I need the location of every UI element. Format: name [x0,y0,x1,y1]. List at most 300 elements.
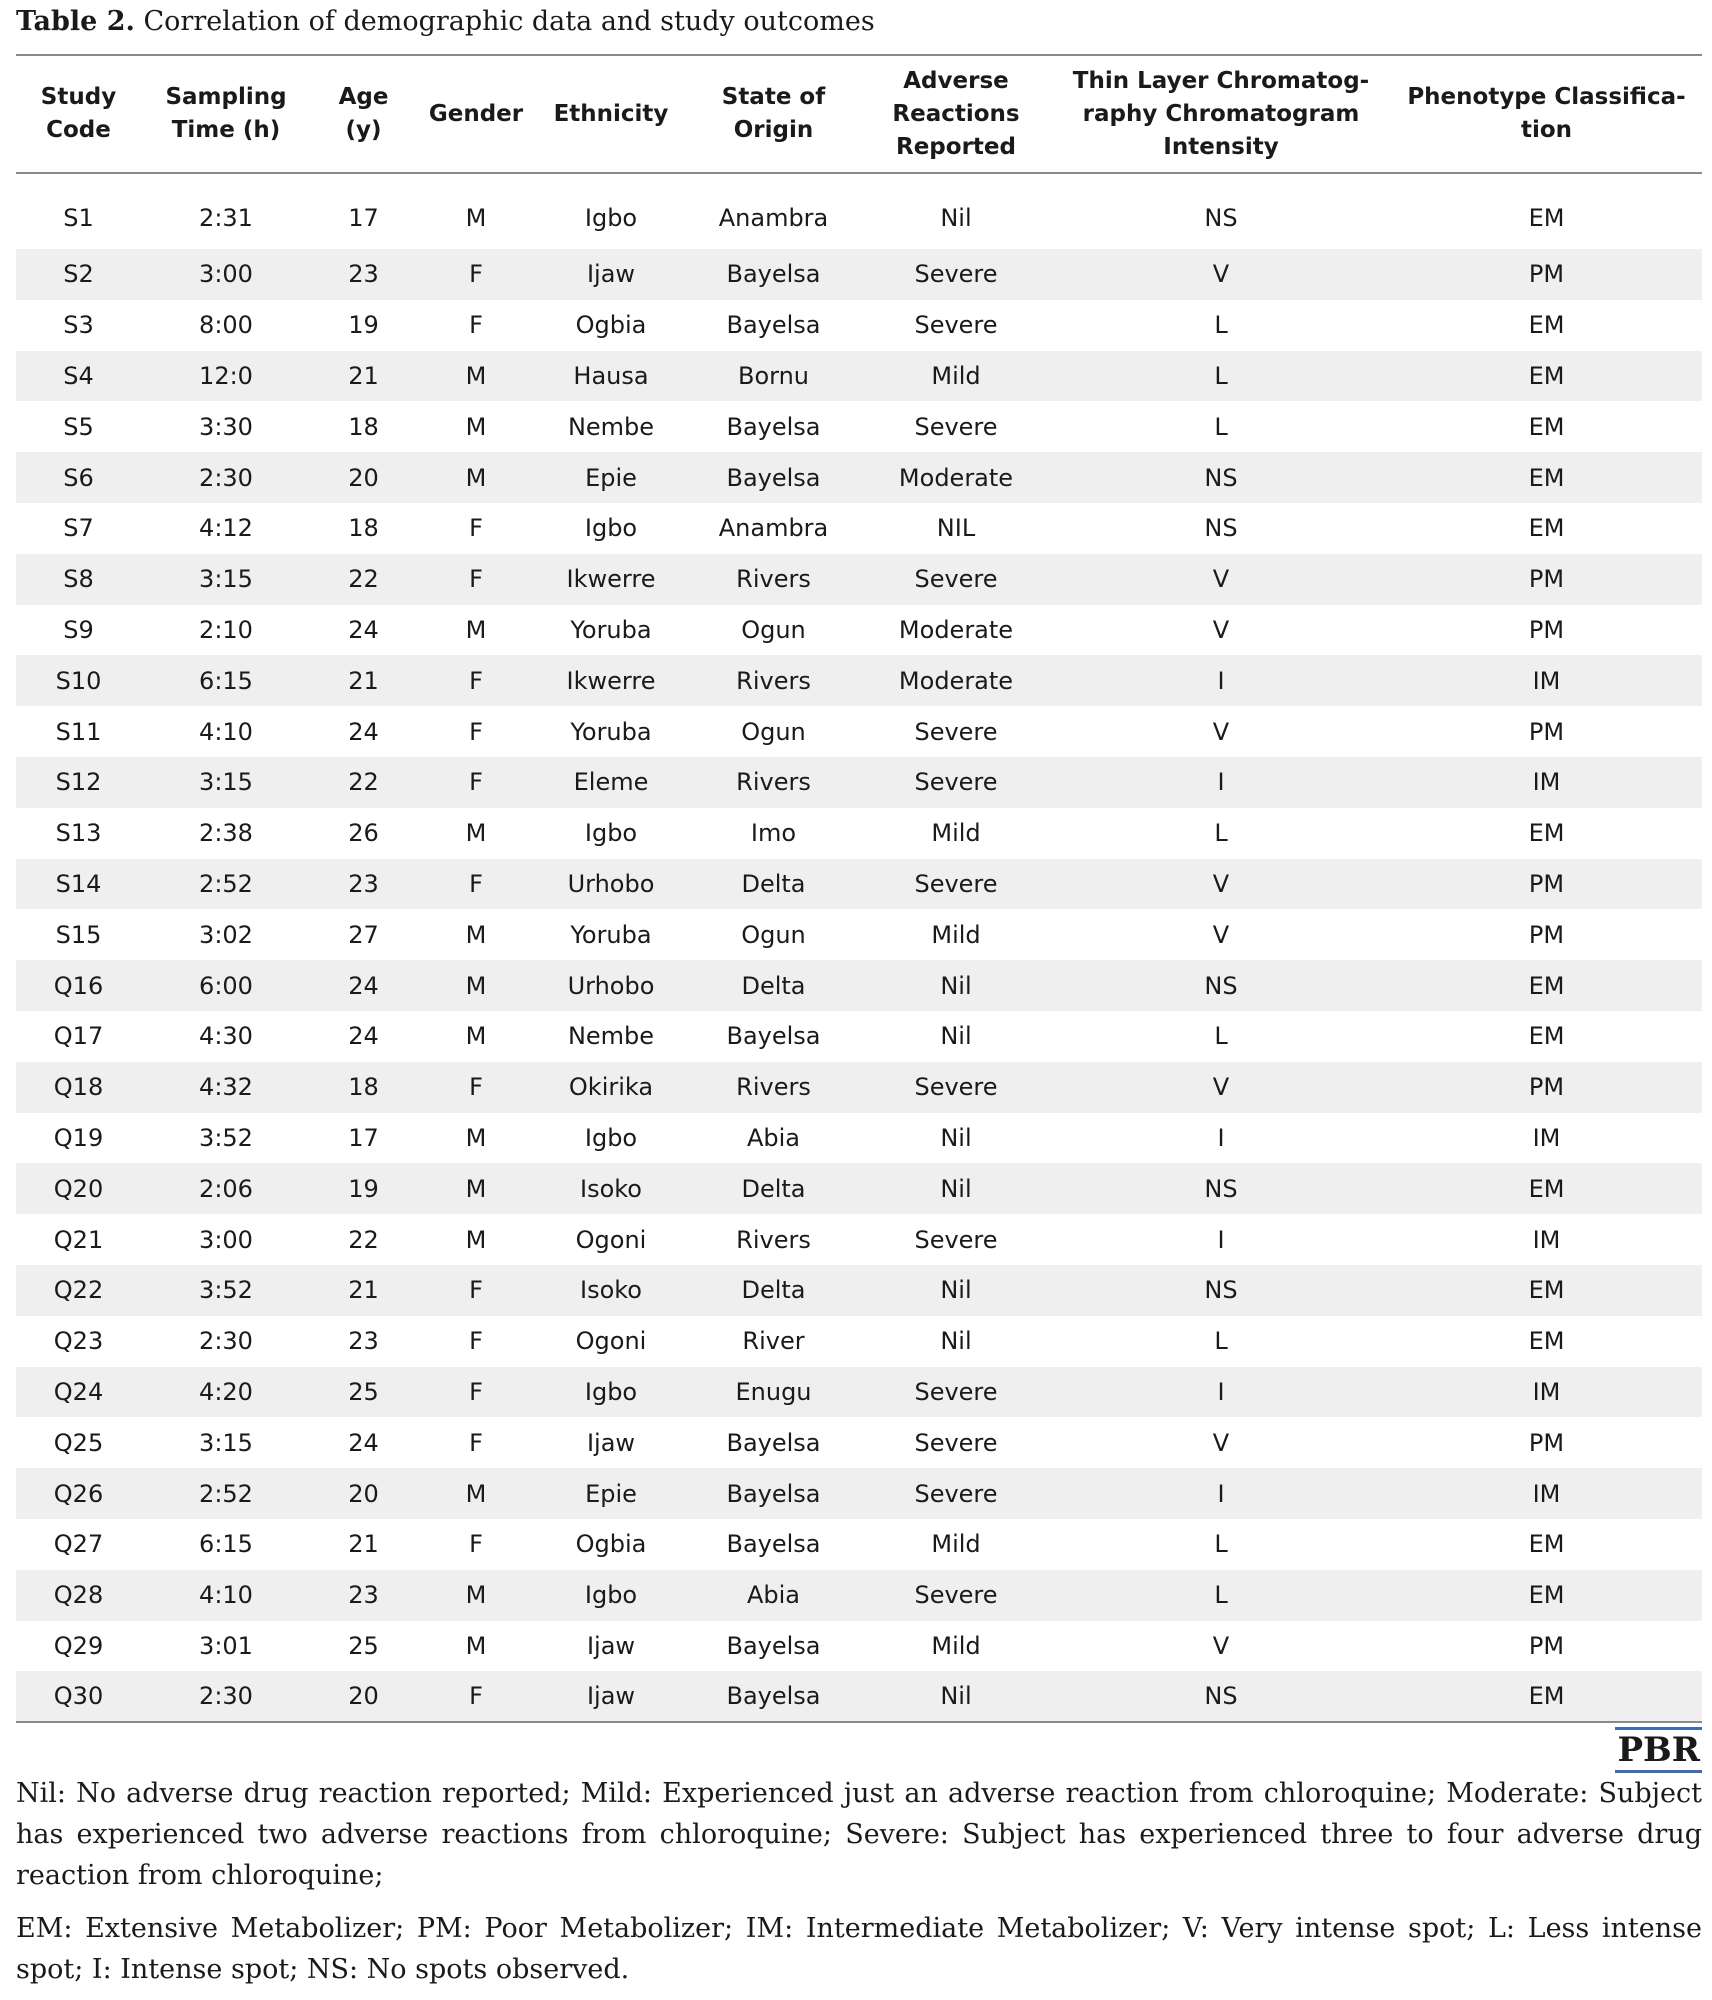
cell-sampling-time: 3:30 [199,412,253,441]
cell-phenotype: PM [1528,260,1565,289]
cell-sampling-time: 2:30 [199,1327,253,1356]
cell-sampling-time: 2:52 [199,1479,253,1508]
cell-ethnicity: Ijaw [586,1631,636,1660]
cell-adverse-reactions: Severe [914,1073,998,1102]
cell-study-code: S11 [55,717,102,746]
cell-study-code: Q18 [53,1073,104,1102]
table-footnote-reactions: Nil: No adverse drug reaction reported; Mild: Experienced just an adverse reaction from chloroquine; Moderate: Subject has experienced two adverse reactions from chloroquine; Severe: Subject has experienced three to four adverse drug reaction from chloroquine; [16,1778,1702,1892]
header-tlc-intensity: Thin Layer Chromatog- raphy Chromatogram Intensity [1051,55,1391,173]
cell-state-of-origin: Abia [746,1581,801,1610]
cell-state-of-origin: Bayelsa [726,260,821,289]
cell-study-code: Q17 [53,1022,104,1051]
cell-phenotype: EM [1391,1671,1702,1722]
cell-state-of-origin: Bornu [737,361,809,390]
cell-age: 23 [348,1327,379,1356]
cell-study-code: S12 [55,768,102,797]
cell-adverse-reactions: Nil [861,1671,1051,1722]
cell-phenotype: EM [1528,361,1565,390]
cell-adverse-reactions: Severe [914,260,998,289]
cell-phenotype: PM [1528,920,1565,949]
cell-sampling-time: 3:52 [199,1276,253,1305]
cell-study-code: S5 [63,412,94,441]
cell-adverse-reactions: Nil [940,1327,972,1356]
cell-age: 27 [348,920,379,949]
cell-gender: M [465,819,487,848]
table-row [16,909,1702,960]
cell-study-code: Q26 [53,1479,104,1508]
cell-adverse-reactions: Moderate [898,615,1014,644]
table-row [16,808,1702,859]
table-row [16,503,1702,554]
cell-adverse-reactions: Nil [940,1276,972,1305]
cell-sampling-time: 3:00 [199,260,253,289]
cell-state-of-origin: Bayelsa [726,1428,821,1457]
cell-ethnicity: Yoruba [570,920,652,949]
table-row [16,1570,1702,1621]
cell-age: 17 [348,1123,379,1152]
cell-age: 20 [348,463,379,492]
cell-phenotype: EM [1528,1174,1565,1203]
cell-ethnicity: Ikwerre [566,666,656,695]
table-row [16,1621,1702,1672]
table-row [16,1113,1702,1164]
cell-ethnicity: Urhobo [567,869,655,898]
logo-row [16,1723,1702,1773]
cell-age: 21 [348,361,379,390]
demographics-table [16,54,1702,1723]
cell-gender: F [469,260,483,289]
cell-gender: F [469,1276,483,1305]
cell-adverse-reactions: Severe [914,311,998,340]
cell-state-of-origin: Ogun [741,717,806,746]
cell-phenotype: PM [1528,869,1565,898]
cell-state-of-origin: Bayelsa [726,1022,821,1051]
cell-gender: M [465,1631,487,1660]
table-row [16,1316,1702,1367]
cell-gender: M [465,1225,487,1254]
cell-phenotype: EM [1528,514,1565,543]
table-row [16,605,1702,656]
cell-age: 22 [348,1225,379,1254]
table-row [16,1519,1702,1570]
cell-phenotype: IM [1532,768,1561,797]
cell-study-code: S10 [55,666,102,695]
cell-adverse-reactions: Severe [914,768,998,797]
cell-state-of-origin: Delta [741,1174,806,1203]
cell-sampling-time: 4:30 [199,1022,253,1051]
cell-sampling-time: 3:01 [199,1631,253,1660]
cell-ethnicity: Ijaw [586,1428,636,1457]
cell-tlc-intensity: I [1217,768,1225,797]
cell-adverse-reactions: NIL [936,514,976,543]
table-header-row [16,55,1702,173]
table-row [16,351,1702,402]
cell-tlc-intensity: I [1217,1225,1225,1254]
cell-age: 21 [348,1276,379,1305]
cell-tlc-intensity: V [1212,260,1230,289]
table-row [16,401,1702,452]
header-phenotype: Phenotype Classifica- tion [1391,55,1702,173]
cell-sampling-time: 2:30 [199,463,253,492]
cell-phenotype: EM [1528,819,1565,848]
cell-tlc-intensity: L [1214,1327,1228,1356]
cell-study-code: S3 [63,311,94,340]
cell-age: 18 [348,1073,379,1102]
cell-adverse-reactions: Nil [940,203,972,232]
cell-tlc-intensity: NS [1204,971,1238,1000]
cell-sampling-time: 2:30 [141,1671,311,1722]
cell-state-of-origin: Delta [741,971,806,1000]
table-row [16,1163,1702,1214]
cell-age: 25 [348,1631,379,1660]
cell-sampling-time: 3:15 [199,1428,253,1457]
table-row [16,960,1702,1011]
cell-study-code: S4 [63,361,94,390]
table-row [16,1214,1702,1265]
cell-adverse-reactions: Moderate [898,666,1014,695]
cell-state-of-origin: Bayelsa [726,1631,821,1660]
cell-gender: F [469,311,483,340]
table-row [16,249,1702,300]
cell-study-code: Q16 [53,971,104,1000]
cell-sampling-time: 4:10 [199,717,253,746]
cell-gender: F [469,717,483,746]
cell-adverse-reactions: Mild [931,1530,981,1559]
table-row [16,554,1702,605]
cell-ethnicity: Ogbia [575,1530,647,1559]
cell-phenotype: PM [1528,1073,1565,1102]
cell-phenotype: EM [1528,971,1565,1000]
cell-tlc-intensity: L [1214,412,1228,441]
table-caption [16,0,1702,44]
cell-state-of-origin: Delta [741,1276,806,1305]
cell-ethnicity: Nembe [567,412,655,441]
cell-age: 21 [348,666,379,695]
cell-tlc-intensity: V [1212,1631,1230,1660]
cell-age: 20 [348,1479,379,1508]
cell-age: 24 [348,1428,379,1457]
cell-ethnicity: Nembe [567,1022,655,1051]
cell-gender: M [465,463,487,492]
cell-ethnicity: Igbo [584,1123,638,1152]
cell-study-code: S15 [55,920,102,949]
cell-ethnicity: Okirika [568,1073,654,1102]
cell-age: 24 [348,615,379,644]
cell-gender: M [465,615,487,644]
cell-sampling-time: 4:10 [199,1581,253,1610]
cell-sampling-time: 6:00 [199,971,253,1000]
cell-ethnicity: Isoko [580,1276,642,1305]
cell-study-code: Q23 [53,1327,104,1356]
table-row [16,859,1702,910]
table-row [16,452,1702,503]
cell-study-code: Q20 [53,1174,104,1203]
header-sampling-time: Sampling Time (h) [141,55,311,173]
cell-adverse-reactions: Mild [931,361,981,390]
cell-tlc-intensity: NS [1204,203,1238,232]
cell-adverse-reactions: Severe [914,1377,998,1406]
cell-sampling-time: 4:32 [199,1073,253,1102]
cell-phenotype: PM [1528,717,1565,746]
table-row [16,706,1702,757]
cell-sampling-time: 2:52 [199,869,253,898]
cell-sampling-time: 4:20 [199,1377,253,1406]
cell-adverse-reactions: Severe [914,565,998,594]
cell-phenotype: EM [1528,311,1565,340]
cell-phenotype: EM [1528,1276,1565,1305]
cell-study-code: Q29 [53,1631,104,1660]
cell-age: 23 [348,1581,379,1610]
cell-age: 19 [348,311,379,340]
cell-tlc-intensity: V [1212,1073,1230,1102]
cell-tlc-intensity: I [1217,1479,1225,1508]
cell-study-code: Q22 [53,1276,104,1305]
cell-phenotype: EM [1528,412,1565,441]
cell-sampling-time: 3:15 [199,768,253,797]
cell-ethnicity: Ogbia [575,311,647,340]
cell-gender: F [416,1671,536,1722]
cell-state-of-origin: Imo [750,819,797,848]
cell-ethnicity: Epie [585,463,637,492]
cell-study-code: Q19 [53,1123,104,1152]
table-row [16,1468,1702,1519]
cell-gender: M [465,1581,487,1610]
cell-study-code: Q21 [53,1225,104,1254]
table-header [16,55,1702,173]
cell-sampling-time: 2:38 [199,819,253,848]
cell-ethnicity: Ikwerre [566,565,656,594]
cell-phenotype: IM [1532,1123,1561,1152]
cell-study-code: S14 [55,869,102,898]
cell-adverse-reactions: Severe [914,1479,998,1508]
cell-state-of-origin: Delta [741,869,806,898]
cell-state-of-origin: Rivers [736,565,811,594]
cell-ethnicity: Igbo [584,203,638,232]
cell-ethnicity: Urhobo [567,971,655,1000]
cell-age: 26 [348,819,379,848]
cell-study-code: Q25 [53,1428,104,1457]
cell-age: 19 [348,1174,379,1203]
cell-state-of-origin: Bayelsa [726,463,821,492]
table-row [16,1367,1702,1418]
cell-state-of-origin: Anambra [718,514,829,543]
cell-gender: F [469,514,483,543]
cell-tlc-intensity: L [1214,361,1228,390]
cell-study-code: S8 [63,565,94,594]
cell-phenotype: IM [1532,1225,1561,1254]
cell-tlc-intensity: I [1217,666,1225,695]
cell-gender: F [469,1377,483,1406]
cell-tlc-intensity: L [1214,311,1228,340]
cell-gender: F [469,869,483,898]
cell-sampling-time: 2:31 [199,203,253,232]
cell-sampling-time: 4:12 [199,514,253,543]
cell-state-of-origin: Abia [746,1123,801,1152]
cell-study-code: Q30 [16,1671,141,1722]
cell-sampling-time: 3:15 [199,565,253,594]
cell-adverse-reactions: Nil [940,1123,972,1152]
cell-study-code: S13 [55,819,102,848]
cell-sampling-time: 2:06 [199,1174,253,1203]
header-adverse-reactions: Adverse Reactions Reported [861,55,1051,173]
cell-ethnicity: Igbo [584,1581,638,1610]
cell-tlc-intensity: NS [1204,1276,1238,1305]
table-row [16,300,1702,351]
cell-state-of-origin: Anambra [718,203,829,232]
cell-sampling-time: 3:02 [199,920,253,949]
cell-tlc-intensity: L [1214,1022,1228,1051]
cell-state-of-origin: Rivers [736,1073,811,1102]
cell-adverse-reactions: Severe [914,869,998,898]
cell-gender: F [469,565,483,594]
cell-phenotype: PM [1528,615,1565,644]
cell-tlc-intensity: V [1212,1428,1230,1457]
cell-adverse-reactions: Severe [914,1225,998,1254]
cell-sampling-time: 6:15 [199,666,253,695]
cell-phenotype: EM [1528,203,1565,232]
cell-study-code: S2 [63,260,94,289]
header-ethnicity: Ethnicity [536,55,686,173]
cell-tlc-intensity: V [1212,869,1230,898]
cell-gender: F [469,1327,483,1356]
cell-age: 23 [348,869,379,898]
cell-ethnicity: Ijaw [586,260,636,289]
cell-age: 17 [348,203,379,232]
cell-state-of-origin: Bayelsa [726,1530,821,1559]
cell-adverse-reactions: Severe [914,412,998,441]
cell-gender: M [465,412,487,441]
cell-state-of-origin: Bayelsa [686,1671,861,1722]
cell-phenotype: PM [1528,1631,1565,1660]
cell-gender: F [469,666,483,695]
cell-tlc-intensity: L [1214,819,1228,848]
cell-age: 20 [311,1671,416,1722]
cell-gender: M [465,1022,487,1051]
table-row [16,655,1702,706]
cell-ethnicity: Hausa [573,361,649,390]
cell-ethnicity: Epie [585,1479,637,1508]
cell-age: 25 [348,1377,379,1406]
cell-state-of-origin: Ogun [741,615,806,644]
cell-adverse-reactions: Mild [931,920,981,949]
cell-age: 24 [348,717,379,746]
table-row [16,1265,1702,1316]
cell-tlc-intensity: I [1217,1377,1225,1406]
table-body [16,173,1702,1722]
cell-ethnicity: Igbo [584,819,638,848]
cell-state-of-origin: Rivers [736,666,811,695]
cell-tlc-intensity: I [1217,1123,1225,1152]
cell-gender: M [465,1123,487,1152]
cell-age: 24 [348,971,379,1000]
cell-tlc-intensity: NS [1204,514,1238,543]
cell-adverse-reactions: Severe [914,1428,998,1457]
cell-phenotype: IM [1532,666,1561,695]
cell-tlc-intensity: L [1214,1530,1228,1559]
cell-state-of-origin: River [742,1327,805,1356]
cell-adverse-reactions: Nil [940,971,972,1000]
journal-logo: PBR [1615,1727,1702,1773]
cell-gender: F [469,1530,483,1559]
cell-tlc-intensity: V [1212,920,1230,949]
header-state-of-origin: State of Origin [686,55,861,173]
cell-ethnicity: Eleme [573,768,649,797]
cell-state-of-origin: Ogun [741,920,806,949]
table-row [16,1671,1702,1722]
cell-study-code: Q24 [53,1377,104,1406]
cell-tlc-intensity: NS [1204,463,1238,492]
cell-state-of-origin: Rivers [736,768,811,797]
cell-age: 24 [348,1022,379,1051]
cell-gender: M [465,920,487,949]
document-page [16,0,1702,1990]
cell-phenotype: EM [1528,1327,1565,1356]
table-row [16,1417,1702,1468]
cell-age: 22 [348,768,379,797]
table-row [16,1062,1702,1113]
cell-adverse-reactions: Mild [931,1631,981,1660]
cell-gender: M [465,971,487,1000]
cell-gender: F [469,1073,483,1102]
table-caption-text: Correlation of demographic data and study outcomes [143,6,875,37]
cell-state-of-origin: Rivers [736,1225,811,1254]
cell-phenotype: EM [1528,1022,1565,1051]
cell-adverse-reactions: Severe [914,1581,998,1610]
cell-tlc-intensity: V [1212,565,1230,594]
table-footnote-abbreviations: EM: Extensive Metabolizer; PM: Poor Metabolizer; IM: Intermediate Metabolizer; V: Very intense spot; L: Less intense spot; I: Intense spot; NS: No spots observed. [16,1913,1702,1986]
cell-age: 21 [348,1530,379,1559]
cell-age: 23 [348,260,379,289]
cell-ethnicity: Yoruba [570,615,652,644]
cell-study-code: S6 [63,463,94,492]
table-row [16,1011,1702,1062]
header-gender: Gender [416,55,536,173]
cell-phenotype: PM [1528,565,1565,594]
cell-ethnicity: Isoko [580,1174,642,1203]
cell-adverse-reactions: Nil [940,1174,972,1203]
cell-adverse-reactions: Nil [940,1022,972,1051]
cell-age: 22 [348,565,379,594]
cell-sampling-time: 3:00 [199,1225,253,1254]
cell-age: 18 [348,412,379,441]
cell-tlc-intensity: NS [1204,1174,1238,1203]
cell-phenotype: EM [1528,463,1565,492]
cell-ethnicity: Ijaw [536,1671,686,1722]
cell-ethnicity: Igbo [584,514,638,543]
header-age: Age (y) [311,55,416,173]
cell-ethnicity: Ogoni [575,1327,647,1356]
cell-study-code: Q27 [53,1530,104,1559]
cell-study-code: S7 [63,514,94,543]
cell-phenotype: EM [1528,1581,1565,1610]
table-row [16,173,1702,249]
cell-sampling-time: 3:52 [199,1123,253,1152]
cell-sampling-time: 12:0 [199,361,253,390]
cell-phenotype: IM [1532,1479,1561,1508]
cell-state-of-origin: Bayelsa [726,311,821,340]
cell-adverse-reactions: Mild [931,819,981,848]
cell-gender: M [465,361,487,390]
header-study-code: Study Code [16,55,141,173]
cell-gender: M [465,1174,487,1203]
cell-study-code: S9 [63,615,94,644]
table-caption-label: Table 2. [16,6,135,37]
cell-tlc-intensity: V [1212,615,1230,644]
cell-ethnicity: Yoruba [570,717,652,746]
cell-sampling-time: 8:00 [199,311,253,340]
cell-sampling-time: 2:10 [199,615,253,644]
cell-gender: F [469,768,483,797]
